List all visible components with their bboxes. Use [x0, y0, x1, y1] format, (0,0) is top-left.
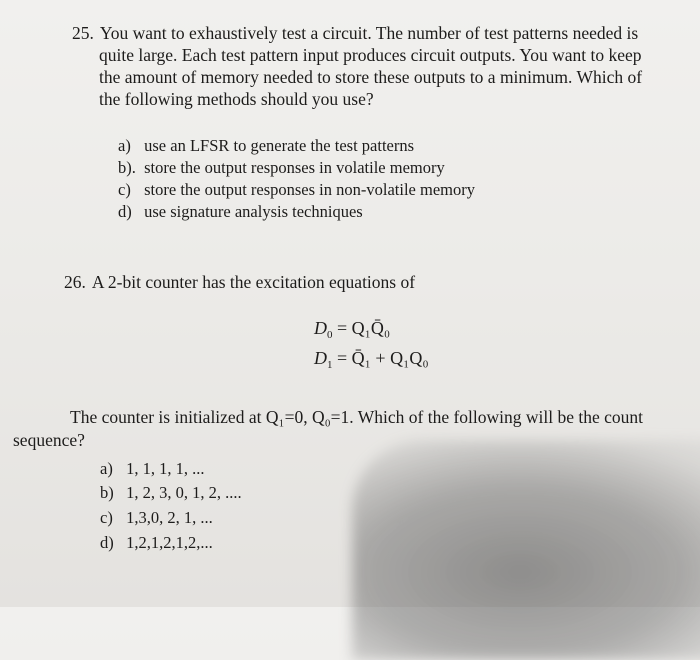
q25-option-b: b). store the output responses in volatile memory [118, 158, 445, 177]
equation-d0: $D_0$ = Q₁Q̄₀ [314, 318, 391, 341]
q25-line-4: the following methods should you use? [99, 89, 374, 109]
q26-line-1: The counter is initialized at Q₁=0, Q₀=1. Which of the following will be the count [70, 407, 644, 427]
q25-line-1: 25. You want to exhaustively test a circuit. The number of test patterns needed is [72, 23, 639, 43]
q26-option-b: b) 1, 2, 3, 0, 1, 2, .... [100, 483, 242, 502]
q26-option-c: c) 1,3,0, 2, 1, ... [100, 508, 213, 527]
equation-d1: $D_1$ = Q̄₁ + Q₁Q₀ [314, 348, 429, 371]
q25-option-a: a) use an LFSR to generate the test patterns [118, 136, 415, 155]
q26-option-a: a) 1, 1, 1, 1, ... [100, 459, 205, 478]
q26-option-d: d) 1,2,1,2,1,2,... [100, 533, 213, 552]
q25-option-d: d) use signature analysis techniques [118, 202, 363, 221]
q26-intro: 26. A 2-bit counter has the excitation equations of [64, 272, 416, 292]
q25-line-2: quite large. Each test pattern input produces circuit outputs. You want to keep [99, 45, 642, 65]
q25-option-c: c) store the output responses in non-volatile memory [118, 180, 475, 199]
q25-number: 25. [72, 23, 94, 43]
q26-line-2: sequence? [13, 430, 85, 450]
q26-number: 26. [64, 272, 86, 292]
q25-line-3: the amount of memory needed to store these outputs to a minimum. Which of [99, 67, 643, 87]
shadow-overlay [352, 440, 700, 660]
